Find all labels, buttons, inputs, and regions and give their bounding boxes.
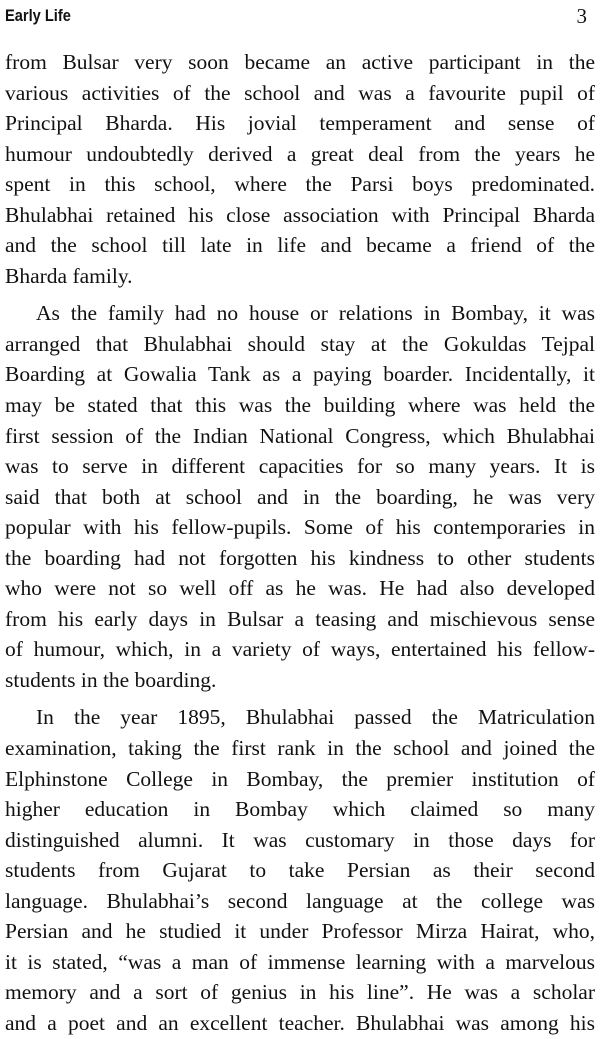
paragraph [5, 47, 595, 291]
paragraph-gap [5, 291, 595, 298]
text-line: memory and a sort of genius in his line”. He was a scholar [5, 980, 595, 1005]
text-line: Boarding at Gowalia Tank as a paying boarder. Incidentally, it [5, 362, 595, 387]
text-line: As the family had no house or relations in Bombay, it was [36, 301, 595, 326]
text-line: Bharda family. [5, 263, 133, 288]
paragraph-gap [5, 695, 595, 702]
text-line: humour undoubtedly derived a great deal from the years he [5, 141, 595, 166]
body-text [5, 47, 595, 1039]
text-line: was to serve in different capacities for so many years. It is [5, 454, 595, 479]
page-number: 3 [576, 4, 587, 28]
text-line: students in the boarding. [5, 667, 217, 692]
text-line: Bhulabhai retained his close association with Principal Bharda [5, 202, 595, 227]
text-line: Persian and he studied it under Professor Mirza Hairat, who, [5, 919, 595, 944]
section-title: Early Life [5, 6, 71, 25]
text-line: examination, taking the first rank in the school and joined the [5, 736, 595, 761]
text-line: Elphinstone College in Bombay, the premier institution of [5, 766, 595, 791]
text-line: various activities of the school and was a favourite pupil of [5, 80, 595, 105]
running-header [5, 3, 595, 29]
text-line: from his early days in Bulsar a teasing and mischievous sense [5, 606, 595, 631]
text-line: the boarding had not forgotten his kindness to other students [5, 545, 595, 570]
text-line: may be stated that this was the building where was held the [5, 393, 595, 418]
text-line: spent in this school, where the Parsi boys predominated. [5, 172, 595, 197]
text-line: first session of the Indian National Congress, which Bhulabhai [5, 423, 595, 448]
text-line: language. Bhulabhai’s second language at the college was [5, 888, 595, 913]
text-line: distinguished alumni. It was customary in those days for [5, 827, 595, 852]
text-line: who were not so well off as he was. He had also developed [5, 576, 595, 601]
paragraph [5, 298, 595, 695]
text-line: of humour, which, in a variety of ways, entertained his fellow- [5, 637, 595, 662]
text-line: said that both at school and in the boarding, he was very [5, 484, 595, 509]
text-line: and a poet and an excellent teacher. Bhulabhai was among his [5, 1010, 595, 1035]
text-line: from Bulsar very soon became an active participant in the [5, 50, 595, 74]
text-line: students from Gujarat to take Persian as their second [5, 858, 595, 883]
book-page [5, 0, 595, 1035]
text-line: Principal Bharda. His jovial temperament and sense of [5, 111, 595, 136]
text-line: it is stated, “was a man of immense learning with a marvelous [5, 949, 595, 974]
text-line: higher education in Bombay which claimed so many [5, 797, 595, 822]
text-line: In the year 1895, Bhulabhai passed the Matriculation [36, 705, 595, 730]
paragraph [5, 702, 595, 1038]
text-line: popular with his fellow-pupils. Some of his contemporaries in [5, 515, 595, 540]
text-line: and the school till late in life and became a friend of the [5, 233, 595, 258]
text-line: arranged that Bhulabhai should stay at the Gokuldas Tejpal [5, 331, 595, 356]
